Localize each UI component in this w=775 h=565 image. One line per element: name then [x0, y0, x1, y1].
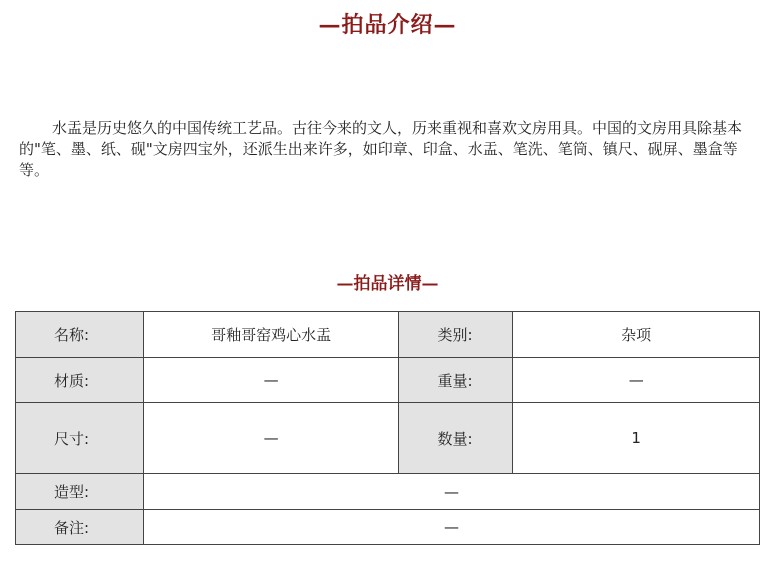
- table-row: [16, 358, 760, 403]
- table-row: [16, 510, 760, 545]
- weight-value: —: [513, 358, 760, 403]
- page-title: —拍品介绍—: [318, 12, 457, 38]
- quantity-value: 1: [513, 403, 760, 474]
- size-value: —: [143, 403, 399, 474]
- material-value: —: [143, 358, 399, 403]
- shape-label: 造型:: [16, 474, 144, 510]
- category-value: 杂项: [513, 312, 760, 358]
- intro-paragraph: 水盂是历史悠久的中国传统工艺品。古往今来的文人，历来重视和喜欢文房用具。中国的文房用具除基本的"笔、墨、纸、砚"文房四宝外，还派生出来许多，如印章、印盒、水盂、笔洗、笔筒、镇尺、砚屏、墨盒等等。: [19, 119, 743, 179]
- size-label: 尺寸:: [16, 403, 144, 474]
- name-label: 名称:: [16, 312, 144, 358]
- material-label: 材质:: [16, 358, 144, 403]
- table-row: [16, 312, 760, 358]
- name-value: 哥釉哥窑鸡心水盂: [143, 312, 399, 358]
- category-label: 类别:: [399, 312, 513, 358]
- shape-value: —: [143, 474, 759, 510]
- note-value: —: [143, 510, 759, 545]
- details-table: [15, 311, 760, 545]
- table-row: [16, 403, 760, 474]
- quantity-label: 数量:: [399, 403, 513, 474]
- note-label: 备注:: [16, 510, 144, 545]
- weight-label: 重量:: [399, 358, 513, 403]
- details-title: —拍品详情—: [336, 274, 439, 294]
- table-row: [16, 474, 760, 510]
